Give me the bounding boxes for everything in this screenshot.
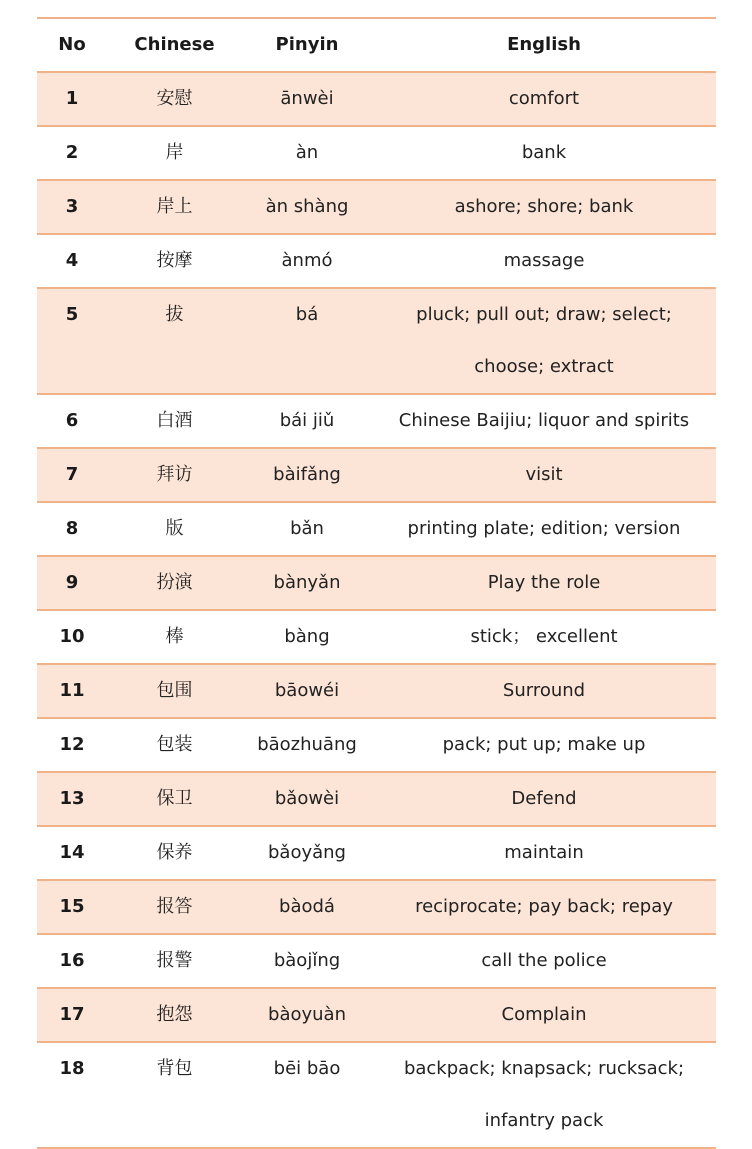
row-chinese: 拜访 (107, 448, 242, 502)
row-pinyin: àn (242, 126, 372, 180)
row-pinyin: bāozhuāng (242, 718, 372, 772)
row-chinese: 包围 (107, 664, 242, 718)
row-no: 15 (37, 880, 107, 934)
row-english: comfort (372, 72, 716, 126)
row-chinese: 按摩 (107, 234, 242, 288)
row-pinyin: bàifǎng (242, 448, 372, 502)
row-pinyin: bēi bāo (242, 1042, 372, 1148)
row-pinyin: bǎowèi (242, 772, 372, 826)
row-chinese: 白酒 (107, 394, 242, 448)
row-chinese: 安慰 (107, 72, 242, 126)
row-pinyin: bǎn (242, 502, 372, 556)
row-no: 1 (37, 72, 107, 126)
row-english: Surround (372, 664, 716, 718)
row-english: backpack; knapsack; rucksack; infantry pack (372, 1042, 716, 1148)
row-no: 9 (37, 556, 107, 610)
table-row (37, 502, 716, 556)
row-chinese: 报警 (107, 934, 242, 988)
table-row (37, 610, 716, 664)
row-no: 2 (37, 126, 107, 180)
header-row (37, 18, 716, 72)
row-pinyin: bàng (242, 610, 372, 664)
row-english: call the police (372, 934, 716, 988)
row-no: 17 (37, 988, 107, 1042)
row-pinyin: bá (242, 288, 372, 394)
row-english: visit (372, 448, 716, 502)
row-pinyin: bàojǐng (242, 934, 372, 988)
row-pinyin: bàodá (242, 880, 372, 934)
header-pinyin: Pinyin (242, 18, 372, 72)
row-chinese: 背包 (107, 1042, 242, 1148)
vocabulary-table (37, 17, 716, 1149)
row-no: 10 (37, 610, 107, 664)
table-row (37, 718, 716, 772)
row-english: Chinese Baijiu; liquor and spirits (372, 394, 716, 448)
row-pinyin: ànmó (242, 234, 372, 288)
table-row (37, 934, 716, 988)
row-chinese: 包装 (107, 718, 242, 772)
row-english: stick； excellent (372, 610, 716, 664)
row-english: Play the role (372, 556, 716, 610)
row-no: 3 (37, 180, 107, 234)
row-english: reciprocate; pay back; repay (372, 880, 716, 934)
row-chinese: 扮演 (107, 556, 242, 610)
table-row (37, 826, 716, 880)
row-pinyin: ānwèi (242, 72, 372, 126)
row-chinese: 版 (107, 502, 242, 556)
row-chinese: 保卫 (107, 772, 242, 826)
table-row (37, 448, 716, 502)
row-pinyin: bái jiǔ (242, 394, 372, 448)
row-no: 13 (37, 772, 107, 826)
table-row (37, 234, 716, 288)
row-no: 12 (37, 718, 107, 772)
row-no: 16 (37, 934, 107, 988)
table-row (37, 394, 716, 448)
header-chinese: Chinese (107, 18, 242, 72)
row-no: 8 (37, 502, 107, 556)
row-english: bank (372, 126, 716, 180)
row-chinese: 岸上 (107, 180, 242, 234)
row-chinese: 保养 (107, 826, 242, 880)
row-chinese: 抱怨 (107, 988, 242, 1042)
row-english: pluck; pull out; draw; select; choose; extract (372, 288, 716, 394)
row-english: massage (372, 234, 716, 288)
header-no: No (37, 18, 107, 72)
row-no: 18 (37, 1042, 107, 1148)
row-english: Complain (372, 988, 716, 1042)
table-row (37, 72, 716, 126)
row-chinese: 岸 (107, 126, 242, 180)
row-no: 7 (37, 448, 107, 502)
row-english: Defend (372, 772, 716, 826)
row-no: 11 (37, 664, 107, 718)
row-pinyin: bàoyuàn (242, 988, 372, 1042)
table-row (37, 556, 716, 610)
table-row (37, 288, 716, 394)
row-no: 5 (37, 288, 107, 394)
row-no: 14 (37, 826, 107, 880)
row-pinyin: bànyǎn (242, 556, 372, 610)
table-row (37, 988, 716, 1042)
row-no: 6 (37, 394, 107, 448)
table-row (37, 1042, 716, 1148)
row-english: printing plate; edition; version (372, 502, 716, 556)
table-row (37, 880, 716, 934)
row-english: ashore; shore; bank (372, 180, 716, 234)
table-row (37, 126, 716, 180)
row-no: 4 (37, 234, 107, 288)
row-pinyin: bāowéi (242, 664, 372, 718)
row-chinese: 棒 (107, 610, 242, 664)
row-chinese: 报答 (107, 880, 242, 934)
header-english: English (372, 18, 716, 72)
row-english: maintain (372, 826, 716, 880)
row-english: pack; put up; make up (372, 718, 716, 772)
table-row (37, 664, 716, 718)
table-row (37, 772, 716, 826)
row-pinyin: àn shàng (242, 180, 372, 234)
row-chinese: 拔 (107, 288, 242, 394)
table-row (37, 180, 716, 234)
row-pinyin: bǎoyǎng (242, 826, 372, 880)
